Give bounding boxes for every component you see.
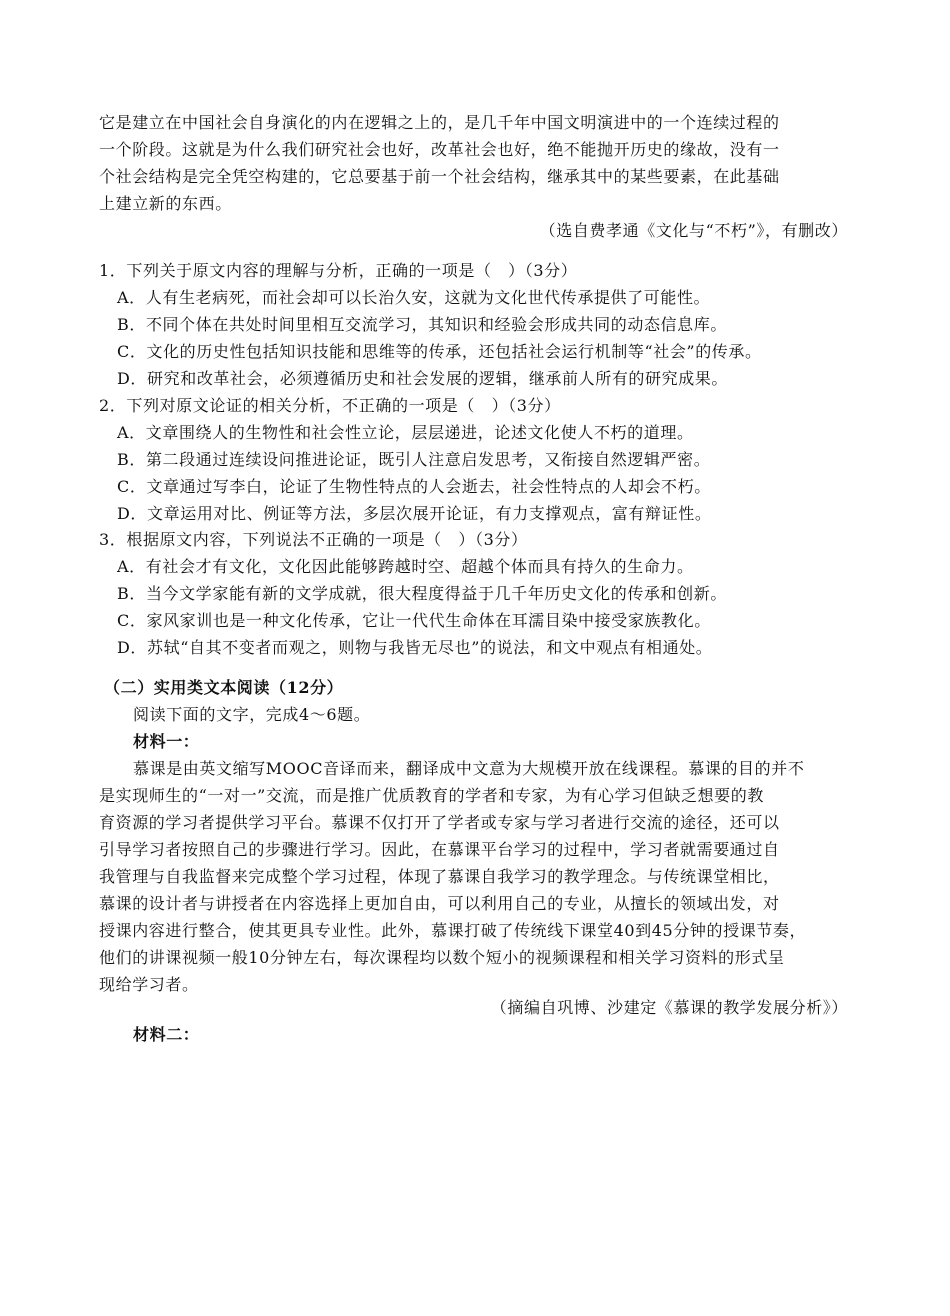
question-option: D．研究和改革社会，必须遵循历史和社会发展的逻辑，继承前人所有的研究成果。 <box>117 369 729 388</box>
section-heading: （二）实用类文本阅读（12分） <box>104 678 344 697</box>
material-title: 材料一： <box>133 732 200 751</box>
question-option: A．人有生老病死，而社会却可以长治久安，这就为文化世代传承提供了可能性。 <box>117 288 711 307</box>
material-line: 慕课是由英文缩写MOOC音译而来，翻译成中文意为大规模开放在线课程。慕课的目的并不 <box>133 759 805 778</box>
material-line: 引导学习者按照自己的步骤进行学习。因此，在慕课平台学习的过程中，学习者就需要通过自 <box>99 840 780 859</box>
question-option: A．有社会才有文化，文化因此能够跨越时空、超越个体而具有持久的生命力。 <box>117 557 694 576</box>
material-title: 材料二： <box>133 1025 200 1044</box>
question-stem: 2．下列对原文论证的相关分析，不正确的一项是（ ）（3分） <box>99 396 561 415</box>
material-line: 授课内容进行整合，使其更具专业性。此外，慕课打破了传统线下课堂40到45分钟的授课节奏， <box>99 921 807 940</box>
material-line: 育资源的学习者提供学习平台。慕课不仅打开了学者或专家与学习者进行交流的途径，还可以 <box>99 813 780 832</box>
question-option: C．家风家训也是一种文化传承，它让一代代生命体在耳濡目染中接受家族教化。 <box>117 611 711 630</box>
question-option: A．文章围绕人的生物性和社会性立论，层层递进，论述文化使人不朽的道理。 <box>117 423 694 442</box>
question-option: B．不同个体在共处时间里相互交流学习，其知识和经验会形成共同的动态信息库。 <box>117 315 727 334</box>
question-option: B．当今文学家能有新的文学成就，很大程度得益于几千年历史文化的传承和创新。 <box>117 584 727 603</box>
question-option: D．苏轼“自其不变者而观之，则物与我皆无尽也”的说法，和文中观点有相通处。 <box>117 638 713 657</box>
question-option: C．文章通过写李白，论证了生物性特点的人会逝去，社会性特点的人却会不朽。 <box>117 477 711 496</box>
question-option: D．文章运用对比、例证等方法，多层次展开论证，有力支撑观点，富有辩证性。 <box>117 504 712 523</box>
question-stem: 3．根据原文内容，下列说法不正确的一项是（ ）（3分） <box>99 530 528 549</box>
material-line: 我管理与自我监督来完成整个学习过程，体现了慕课自我学习的教学理念。与传统课堂相比， <box>99 867 780 886</box>
passage-line: 个社会结构是完全凭空构建的，它总要基于前一个社会结构，继承其中的某些要素，在此基础 <box>99 167 780 186</box>
passage-line: 一个阶段。这就是为什么我们研究社会也好，改革社会也好，绝不能抛开历史的缘故，没有一 <box>99 140 780 159</box>
material-line: 他们的讲课视频一般10分钟左右，每次课程均以数个短小的视频课程和相关学习资料的形式呈 <box>99 948 785 967</box>
question-option: B．第二段通过连续设问推进论证，既引人注意启发思考，又衔接自然逻辑严密。 <box>117 450 711 469</box>
question-stem: 1．下列关于原文内容的理解与分析，正确的一项是（ ）（3分） <box>99 261 578 280</box>
question-option: C．文化的历史性包括知识技能和思维等的传承，还包括社会运行机制等“社会”的传承。 <box>117 342 762 361</box>
material-line: 慕课的设计者与讲授者在内容选择上更加自由，可以利用自己的专业，从擅长的领域出发，对 <box>99 894 780 913</box>
section-instruction: 阅读下面的文字，完成4～6题。 <box>133 705 371 724</box>
material-line: 现给学习者。 <box>99 975 199 994</box>
passage-line: 它是建立在中国社会自身演化的内在逻辑之上的，是几千年中国文明演进中的一个连续过程的 <box>99 113 780 132</box>
passage-line: 上建立新的东西。 <box>99 194 232 213</box>
passage-source: （选自费孝通《文化与“不朽”》，有删改） <box>539 221 848 240</box>
material-source: （摘编自巩博、沙建定《慕课的教学发展分析》） <box>490 998 848 1017</box>
material-line: 是实现师生的“一对一”交流，而是推广优质教育的学者和专家，为有心学习但缺乏想要的教 <box>99 786 764 805</box>
